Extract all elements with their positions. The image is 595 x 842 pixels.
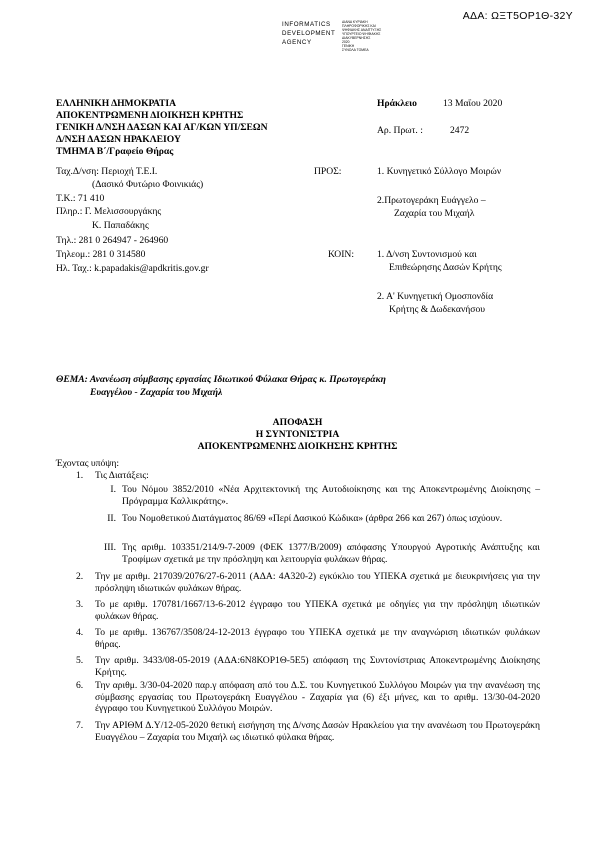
- doc-date: 13 Μαΐου 2020: [443, 98, 503, 109]
- item-5-text: Την αριθμ. 3433/08-05-2019 (ΑΔΑ:6Ν8ΚΟΡ1Θ-5Ε5) απόφαση της Συντονίστριας Αποκεντρωμένης Διοίκησης Κρήτης.: [95, 655, 540, 678]
- logo-gr-line: ΣΥΝΟΛΑ ΤΟΜΕΑ: [342, 48, 369, 52]
- contact-fax: Τηλεομ.: 281 0 314580: [56, 249, 146, 260]
- item-1-ii-text: Του Νομοθετικού Διατάγματος 86/69 «Περί Δασικού Κώδικα» (άρθρα 266 και 267) όπως ισχύουν.: [122, 513, 503, 524]
- koin-recipient-1b: Επιθεώρησης Δασών Κρήτης: [389, 262, 502, 273]
- item-7-text: Την ΑΡΙΘΜ Δ.Υ/12-05-2020 θετική εισήγηση της Δ/νσης Δασών Ηρακλείου για την ανανέωση του Πρωτογεράκη Ευαγγέλου – Ζαχαρία του Μιχαήλ ως ιδιωτικό φύλακα θήρας.: [95, 720, 540, 743]
- logo-gr-line: ΔΙΑΚΥΒΕΡΝΗΣΗΣ: [342, 36, 371, 40]
- logo-gr-line: ΨΗΦΙΑΚΗΣ ΑΝΑΠΤΥΞΗΣ: [342, 28, 382, 32]
- contact-info-person-2: Κ. Παπαδάκης: [92, 220, 149, 231]
- diavgeia-logo: [282, 20, 432, 52]
- logo-en-line-2: DEVELOPMENT: [282, 30, 336, 37]
- item-1-title: Τις Διατάξεις:: [95, 470, 149, 481]
- logo-gr-line: ΠΛΗΡΟΦΟΡΙΚΗΣ ΚΑΙ: [342, 24, 376, 28]
- logo-en-line-1: INFORMATICS: [282, 21, 331, 28]
- item-number: 1.: [76, 470, 84, 481]
- logo-gr-line: ΔΙΑΝΑ ΚΥΡΙΑΚΗ: [342, 20, 368, 24]
- prot-number: 2472: [450, 125, 470, 136]
- item-1-i-text: Του Νόμου 3852/2010 «Νέα Αρχιτεκτονική της Αυτοδιοίκησης και της Αποκεντρωμένης Διοίκησης – Πρόγραμμα Καλλικράτης».: [122, 484, 540, 507]
- koin-recipient-1: 1. Δ/νση Συντονισμού και: [377, 249, 477, 260]
- koin-label: ΚΟΙΝ:: [328, 249, 354, 260]
- dept-line: ΤΜΗΜΑ Β΄/Γραφείο Θήρας: [56, 146, 174, 157]
- roman-number: III.: [104, 542, 116, 553]
- pros-recipient-2: 2.Πρωτογεράκη Ευάγγελο –: [377, 195, 486, 206]
- logo-gr-line: ΥΠΟΥΡΓΕΙΟ ΨΗΦΙΑΚΗΣ: [342, 32, 381, 36]
- item-number: 6.: [76, 680, 84, 691]
- org-line-3: ΓΕΝΙΚΗ Δ/ΝΣΗ ΔΑΣΩΝ ΚΑΙ ΑΓ/ΚΩΝ ΥΠ/ΣΕΩΝ: [56, 122, 268, 133]
- item-number: 2.: [76, 571, 84, 582]
- org-line-2: ΑΠΟΚΕΝΤΡΩΜΕΝΗ ΔΙΟΙΚΗΣΗ ΚΡΗΤΗΣ: [56, 110, 244, 121]
- item-2-text: Την με αριθμ. 217039/2076/27-6-2011 (ΑΔΑ: 4Α320-2) εγκύκλιο του ΥΠΕΚΑ σχετικά με διευκρινήσεις για την πρόσληψη ιδιωτικών φυλάκων θήρας.: [95, 571, 540, 594]
- item-4-text: Το με αριθμ. 136767/3508/24-12-2013 έγγραφο του ΥΠΕΚΑ σχετικά με την αναγνώριση ιδιωτικών φυλάκων θήρας.: [95, 627, 540, 650]
- pros-recipient-2b: Ζαχαρία του Μιχαήλ: [394, 208, 475, 219]
- item-1-iii-text: Της αριθμ. 103351/214/9-7-2009 (ΦΕΚ 1377/Β/2009) απόφασης Υπουργού Αγροτικής Ανάπτυξης και Τροφίμων σχετικά με την πρόσληψη και λειτουργία φυλάκων θήρας.: [122, 542, 540, 565]
- logo-gr-line: ΓΕΝΙΚΗ: [342, 44, 355, 48]
- roman-number: I.: [110, 484, 116, 495]
- item-6-text: Την αριθμ. 3/30-04-2020 παρ.γ απόφαση από του Δ.Σ. του Κυνηγετικού Συλλόγου Μοιρών για την ανανέωση της σύμβασης εργασίας του Πρωτογεράκη Ευαγγέλου - Ζαχαρία για (6) έξι μήνες, και το αριθμ. 13/30-04-2020 έγγραφο του Κυνηγετικού Συλλόγου Μοιρών.: [95, 680, 540, 714]
- decision-issuer: Η ΣΥΝΤΟΝΙΣΤΡΙΑ: [255, 429, 340, 440]
- prot-label: Αρ. Πρωτ. :: [377, 125, 423, 136]
- org-line-4: Δ/ΝΣΗ ΔΑΣΩΝ ΗΡΑΚΛΕΙΟΥ: [56, 134, 181, 145]
- item-number: 4.: [76, 627, 84, 638]
- contact-email: Ηλ. Ταχ.: k.papadakis@apdkritis.gov.gr: [56, 263, 209, 274]
- logo-gr-line: 2020: [342, 40, 350, 44]
- roman-number: II.: [107, 513, 116, 524]
- contact-phone: Τηλ.: 281 0 264947 - 264960: [56, 235, 169, 246]
- contact-postcode: Τ.Κ.: 71 410: [56, 193, 105, 204]
- item-number: 7.: [76, 720, 84, 731]
- considerations-intro: Έχοντας υπόψη:: [56, 458, 119, 469]
- pros-label: ΠΡΟΣ:: [314, 166, 342, 177]
- ada-code: ΑΔΑ: ΩΞΤ5ΟΡ1Θ-32Υ: [462, 10, 573, 22]
- item-3-text: Το με αριθμ. 170781/1667/13-6-2012 έγγραφο του ΥΠΕΚΑ σχετικά με οδηγίες για την πρόσληψη ιδιωτικών φυλάκων θήρας.: [95, 599, 540, 622]
- subject-line-1: ΘΕΜΑ: Ανανέωση σύμβασης εργασίας Ιδιωτικού Φύλακα Θήρας κ. Πρωτογεράκη: [56, 374, 386, 385]
- org-line-1: ΕΛΛΗΝΙΚΗ ΔΗΜΟΚΡΑΤΙΑ: [56, 98, 177, 109]
- logo-en-line-3: AGENCY: [282, 39, 312, 46]
- subject-line-2: Ευαγγέλου - Ζαχαρία του Μιχαήλ: [90, 387, 223, 398]
- contact-address-2: (Δασικό Φυτώριο Φοινικιάς): [92, 179, 204, 190]
- item-number: 3.: [76, 599, 84, 610]
- koin-recipient-2b: Κρήτης & Δωδεκανήσου: [389, 304, 486, 315]
- koin-recipient-2: 2. Α' Κυνηγετική Ομοσπονδία: [377, 291, 494, 302]
- decision-issuer-org: ΑΠΟΚΕΝΤΡΩΜΕΝΗΣ ΔΙΟΙΚΗΣΗΣ ΚΡΗΤΗΣ: [197, 441, 398, 452]
- contact-info-person: Πληρ.: Γ. Μελισσουργάκης: [56, 206, 162, 217]
- decision-title: ΑΠΟΦΑΣΗ: [272, 417, 323, 428]
- item-number: 5.: [76, 655, 84, 666]
- pros-recipient-1: 1. Κυνηγετικό Σύλλογο Μοιρών: [377, 166, 502, 177]
- contact-address: Ταχ.Δ/νση: Περιοχή Τ.Ε.Ι.: [56, 166, 158, 177]
- place-label: Ηράκλειο: [377, 98, 417, 109]
